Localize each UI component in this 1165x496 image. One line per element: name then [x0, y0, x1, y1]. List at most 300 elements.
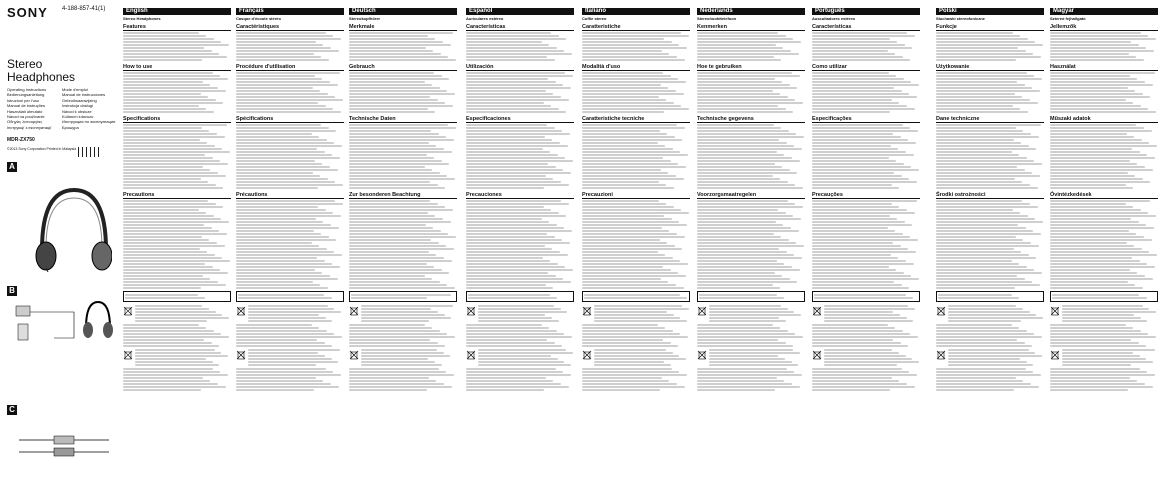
text-line [1050, 108, 1148, 110]
text-line [936, 38, 1028, 40]
text-line [123, 163, 228, 165]
text-line [936, 166, 1017, 168]
text-line [812, 181, 917, 183]
text-line [1050, 287, 1143, 289]
text-line [1050, 163, 1137, 165]
product-subtitle: Słuchawki stereofoniczne [936, 16, 985, 21]
text-line [135, 358, 206, 360]
text-line [582, 342, 671, 344]
text-line [349, 203, 438, 205]
text-line [236, 78, 322, 80]
text-line [236, 206, 318, 208]
text-line [812, 242, 893, 244]
text-line [349, 133, 439, 135]
text-line [236, 99, 343, 101]
text-line [582, 81, 686, 83]
notice-box [582, 291, 690, 302]
text-line [236, 96, 335, 98]
text-line [697, 278, 790, 280]
text-line [236, 178, 328, 180]
text-line [582, 166, 686, 168]
text-line [123, 230, 219, 232]
text-line [697, 269, 800, 271]
text-line [466, 287, 553, 289]
text-line [697, 275, 782, 277]
text-line [468, 297, 557, 299]
text-line [123, 383, 218, 385]
instruction-title: Istruzioni per l'uso [7, 97, 40, 103]
text-line [478, 361, 564, 363]
language-heading: Português [812, 8, 920, 15]
text-line [236, 172, 313, 174]
text-line [1050, 221, 1139, 223]
instruction-title: Инструкция по эксплуатации [62, 119, 116, 125]
text-line [236, 374, 341, 376]
text-line [582, 130, 660, 132]
notice-box [936, 291, 1044, 302]
text-line [466, 251, 560, 253]
crossed-bin-icon [123, 350, 133, 360]
text-line [478, 305, 554, 307]
text-line [236, 75, 315, 77]
text-line [466, 96, 561, 98]
text-line [582, 389, 660, 391]
notice-box [123, 291, 231, 302]
text-line [123, 111, 214, 113]
text-line [1050, 99, 1126, 101]
text-line [824, 361, 919, 363]
text-line [478, 314, 545, 316]
section-heading: Użytkowanie [936, 64, 1044, 71]
text-line [351, 297, 427, 299]
text-line [236, 336, 342, 338]
text-line [123, 50, 212, 52]
text-line [1062, 358, 1146, 360]
text-line [361, 317, 451, 319]
text-line [466, 263, 558, 265]
text-line [1050, 84, 1153, 86]
text-line [582, 139, 682, 141]
text-line [697, 59, 781, 61]
section-heading: Precauzioni [582, 192, 690, 199]
text-line [349, 184, 438, 186]
text-line [697, 157, 792, 159]
instruction-title: Οδηγίες λειτουργίας [7, 119, 43, 125]
text-line [936, 75, 1034, 77]
text-line [812, 386, 915, 388]
text-line [236, 105, 326, 107]
text-line [349, 148, 444, 150]
text-line [582, 221, 679, 223]
text-line [936, 236, 1016, 238]
text-line [582, 281, 668, 283]
text-line [812, 160, 896, 162]
text-line [582, 368, 672, 370]
crossed-bin-icon [582, 306, 592, 316]
text-line [1050, 254, 1157, 256]
text-line [812, 236, 910, 238]
text-line [594, 320, 687, 322]
text-line [697, 136, 804, 138]
text-line [123, 160, 220, 162]
text-line [466, 284, 546, 286]
text-line [349, 327, 432, 329]
text-line [936, 206, 1038, 208]
text-line [123, 245, 225, 247]
text-line [697, 108, 786, 110]
text-line [466, 181, 561, 183]
text-line [1062, 317, 1141, 319]
text-line [466, 32, 551, 34]
text-line [936, 133, 1031, 135]
text-line [594, 358, 686, 360]
text-line [697, 142, 787, 144]
text-line [582, 209, 681, 211]
text-line [466, 53, 572, 55]
text-line [582, 260, 680, 262]
crossed-bin-icon [236, 306, 246, 316]
text-line [349, 38, 435, 40]
instruction-title: Gebruiksaanwijzing [62, 97, 97, 103]
text-line [236, 181, 335, 183]
text-line [582, 224, 687, 226]
text-line [349, 181, 430, 183]
text-line [361, 355, 450, 357]
text-line [697, 56, 774, 58]
text-line [123, 203, 216, 205]
text-line [594, 349, 666, 351]
text-line [349, 371, 446, 373]
text-line [936, 72, 1027, 74]
text-line [582, 59, 685, 61]
text-line [936, 108, 1020, 110]
text-line [812, 102, 899, 104]
text-line [936, 53, 1033, 55]
text-line [814, 297, 913, 299]
text-line [697, 166, 782, 168]
text-line [236, 47, 331, 49]
text-line [582, 84, 661, 86]
text-line [812, 245, 901, 247]
text-line [812, 175, 902, 177]
text-line [812, 209, 907, 211]
text-line [1050, 184, 1126, 186]
text-line [812, 93, 909, 95]
text-line [948, 364, 1033, 366]
language-heading: Español [466, 8, 574, 15]
text-line [812, 139, 908, 141]
text-line [936, 47, 1018, 49]
text-line [1050, 136, 1134, 138]
text-line [1050, 148, 1132, 150]
text-line [466, 184, 569, 186]
text-line [349, 151, 452, 153]
product-subtitle: Cuffie stereo [582, 16, 607, 21]
text-line [582, 336, 688, 338]
text-line [236, 56, 321, 58]
text-line [1050, 260, 1140, 262]
text-line [466, 281, 571, 283]
text-line [697, 324, 773, 326]
text-line [349, 187, 445, 189]
text-line [936, 124, 1041, 126]
text-line [697, 330, 788, 332]
text-line [1050, 380, 1137, 382]
text-line [236, 145, 342, 147]
text-line [936, 142, 1021, 144]
text-line [349, 32, 453, 34]
text-line [123, 127, 202, 129]
text-line [123, 93, 201, 95]
text-line [812, 142, 916, 144]
text-line [582, 236, 685, 238]
text-line [236, 368, 326, 370]
text-line [135, 311, 216, 313]
text-line [468, 294, 550, 296]
text-line [466, 56, 547, 58]
text-line [582, 75, 671, 77]
text-line [466, 278, 563, 280]
text-line [582, 275, 686, 277]
text-line [236, 59, 329, 61]
text-line [349, 245, 446, 247]
text-line [948, 317, 1043, 319]
figure-c-label: C [7, 405, 17, 415]
text-line [349, 281, 440, 283]
text-line [582, 374, 687, 376]
text-line [1062, 320, 1147, 322]
text-line [812, 105, 907, 107]
text-line [466, 87, 571, 89]
text-line [936, 84, 1025, 86]
text-line [1050, 187, 1133, 189]
text-line [697, 124, 774, 126]
text-line [936, 266, 1027, 268]
text-line [123, 221, 229, 223]
text-line [349, 72, 434, 74]
text-line [812, 151, 906, 153]
title-line2: Headphones [7, 70, 76, 84]
text-line [936, 383, 1031, 385]
instruction-title: Návod k obsluze [62, 108, 92, 114]
disposal-block [1050, 304, 1158, 323]
text-line [582, 287, 684, 289]
text-line [466, 130, 562, 132]
text-line [135, 320, 207, 322]
text-line [812, 203, 892, 205]
text-line [123, 215, 214, 217]
text-line [582, 53, 669, 55]
text-line [349, 178, 455, 180]
text-line [466, 38, 566, 40]
text-line [466, 212, 559, 214]
text-line [1050, 327, 1133, 329]
section-heading: Funkcje [936, 24, 1044, 31]
text-line [466, 160, 573, 162]
figure-a-headphones [12, 180, 112, 272]
disposal-block [123, 304, 231, 323]
text-line [936, 278, 1025, 280]
text-line [466, 50, 564, 52]
section-heading: Jellemzők [1050, 24, 1158, 31]
text-line [812, 336, 918, 338]
text-line [236, 380, 323, 382]
text-line [936, 102, 1038, 104]
text-line [697, 206, 803, 208]
text-line [361, 308, 431, 310]
text-line [1050, 72, 1155, 74]
text-line [582, 157, 663, 159]
text-line [478, 364, 571, 366]
text-line [948, 349, 1029, 351]
text-line [948, 361, 1027, 363]
section-heading: Gebrauch [349, 64, 457, 71]
text-line [236, 284, 320, 286]
text-line [349, 368, 439, 370]
text-line [582, 383, 677, 385]
text-line [236, 251, 334, 253]
brand-logo: SONY [7, 5, 48, 20]
text-line [594, 317, 680, 319]
text-line [123, 72, 213, 74]
text-line [936, 377, 1016, 379]
text-line [697, 218, 801, 220]
text-line [478, 349, 566, 351]
disposal-block [349, 348, 457, 367]
text-line [812, 287, 909, 289]
text-line [812, 330, 903, 332]
text-line [1050, 178, 1143, 180]
text-line [349, 169, 432, 171]
text-line [697, 96, 788, 98]
text-line [936, 59, 1016, 61]
text-line [697, 178, 780, 180]
text-line [1050, 124, 1136, 126]
text-line [248, 314, 319, 316]
text-line [123, 41, 221, 43]
text-line [697, 203, 795, 205]
text-line [812, 166, 911, 168]
text-line [582, 172, 668, 174]
text-line [582, 38, 664, 40]
text-line [582, 339, 663, 341]
text-line [466, 178, 553, 180]
text-line [466, 108, 559, 110]
text-line [1062, 364, 1131, 366]
text-line [1050, 248, 1142, 250]
text-line [123, 330, 214, 332]
text-line [349, 172, 440, 174]
instruction-title: Bedienungsanleitung [7, 92, 45, 98]
section-heading: Środki ostrożności [936, 192, 1044, 199]
text-line [123, 269, 220, 271]
text-line [349, 160, 442, 162]
text-line [123, 242, 217, 244]
text-line [1050, 75, 1130, 77]
language-column-7 [936, 8, 1044, 488]
text-line [466, 200, 561, 202]
text-line [812, 81, 911, 83]
text-line [349, 166, 425, 168]
text-line [812, 269, 896, 271]
text-line [1050, 96, 1150, 98]
figure-b-label: B [7, 286, 17, 296]
text-line [697, 81, 782, 83]
text-line [349, 263, 427, 265]
text-line [697, 105, 778, 107]
text-line [697, 383, 792, 385]
text-line [466, 233, 547, 235]
text-line [1050, 102, 1133, 104]
instruction-title: Operating Instructions [7, 87, 47, 92]
text-line [466, 266, 565, 268]
text-line [361, 364, 442, 366]
text-line [697, 172, 797, 174]
text-line [582, 206, 674, 208]
text-line [697, 242, 796, 244]
text-line [936, 139, 1014, 141]
text-line [936, 87, 1032, 89]
text-line [123, 99, 216, 101]
text-line [123, 227, 212, 229]
disposal-block [466, 304, 574, 323]
text-line [123, 142, 207, 144]
text-line [466, 336, 572, 338]
text-line [123, 327, 206, 329]
text-line [936, 336, 1042, 338]
text-line [582, 78, 678, 80]
text-line [936, 212, 1020, 214]
text-line [1050, 275, 1145, 277]
section-heading: Zur besonderen Beachtung [349, 192, 457, 199]
text-line [936, 380, 1023, 382]
section-heading: Specifications [123, 116, 231, 123]
text-line [349, 206, 445, 208]
text-line [238, 297, 332, 299]
text-line [936, 96, 1022, 98]
text-line [1050, 215, 1156, 217]
disposal-block [236, 348, 344, 367]
disposal-block [697, 348, 805, 367]
text-line [236, 166, 330, 168]
text-line [248, 308, 334, 310]
text-line [812, 154, 914, 156]
text-line [466, 272, 548, 274]
text-line [349, 233, 448, 235]
text-line [248, 361, 338, 363]
text-line [1050, 111, 1156, 113]
text-line [466, 257, 543, 259]
text-line [236, 184, 343, 186]
text-line [349, 108, 428, 110]
text-line [948, 308, 1023, 310]
text-line [466, 59, 555, 61]
text-line [466, 342, 555, 344]
text-line [123, 251, 207, 253]
crossed-bin-icon [812, 306, 822, 316]
text-line [709, 320, 786, 322]
text-line [466, 224, 557, 226]
text-line [582, 272, 678, 274]
text-line [697, 374, 802, 376]
text-line [709, 305, 781, 307]
text-line [936, 368, 1026, 370]
text-line [135, 308, 209, 310]
text-line [466, 230, 572, 232]
text-line [1050, 330, 1141, 332]
text-line [936, 184, 1030, 186]
text-line [582, 377, 662, 379]
